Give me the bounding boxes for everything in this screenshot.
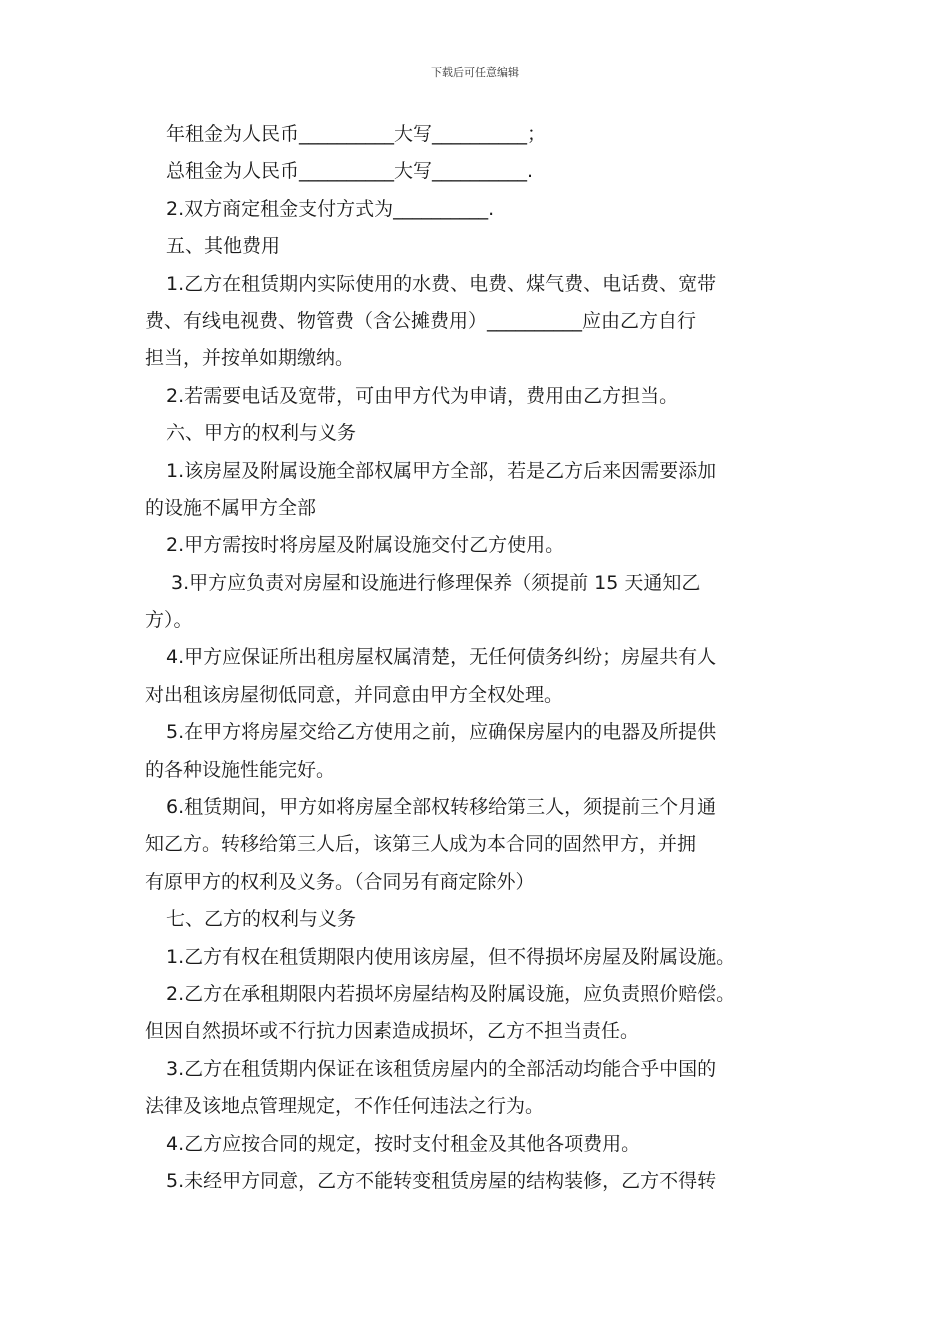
document-line: 2.若需要电话及宽带，可由甲方代为申请，费用由乙方担当。: [166, 384, 679, 407]
document-body: [145, 116, 810, 1200]
document-line: 总租金为人民币__________大写__________.: [166, 160, 534, 183]
document-line: 4.甲方应保证所出租房屋权属清楚，无任何债务纠纷；房屋共有人: [166, 646, 717, 669]
document-line: 的各种设施性能完好。: [145, 758, 336, 781]
document-line: 知乙方。转移给第三人后，该第三人成为本合同的固然甲方，并拥: [145, 833, 697, 856]
document-line: 方）。: [145, 609, 193, 632]
document-line: 1.乙方在租赁期内实际使用的水费、电费、煤气费、电话费、宽带: [166, 272, 717, 295]
document-line: 对出租该房屋彻低同意，并同意由甲方全权处理。: [145, 683, 564, 706]
document-line: 但因自然损坏或不行抗力因素造成损坏，乙方不担当责任。: [145, 1020, 640, 1043]
document-line: 五、其他费用: [166, 235, 281, 258]
document-line: 5.在甲方将房屋交给乙方使用之前，应确保房屋内的电器及所提供: [166, 721, 717, 744]
document-line: 2.乙方在承租期限内若损坏房屋结构及附属设施，应负责照价赔偿。: [166, 982, 736, 1005]
document-line: 费、有线电视费、物管费（含公摊费用）__________应由乙方自行: [145, 309, 697, 332]
document-line: 5.未经甲方同意，乙方不能转变租赁房屋的结构装修，乙方不得转: [166, 1169, 717, 1192]
document-line: 3.乙方在租赁期内保证在该租赁房屋内的全部活动均能合乎中国的: [166, 1057, 717, 1080]
document-line: 七、乙方的权利与义务: [166, 908, 357, 931]
document-line: 2.甲方需按时将房屋及附属设施交付乙方使用。: [166, 534, 565, 557]
document-line: 的设施不属甲方全部: [145, 496, 317, 519]
document-line: 4.乙方应按合同的规定，按时支付租金及其他各项费用。: [166, 1132, 641, 1155]
document-line: 6.租赁期间，甲方如将房屋全部权转移给第三人，须提前三个月通: [166, 796, 717, 819]
document-line: 1.乙方有权在租赁期限内使用该房屋，但不得损坏房屋及附属设施。: [166, 945, 736, 968]
document-line: 2.双方商定租金支付方式为__________.: [166, 197, 495, 220]
document-line: 年租金为人民币__________大写__________；: [166, 123, 547, 145]
document-line: 法律及该地点管理规定，不作任何违法之行为。: [145, 1095, 545, 1118]
document-line: 1.该房屋及附属设施全部权属甲方全部，若是乙方后来因需要添加: [166, 459, 717, 482]
document-line: 3.甲方应负责对房屋和设施进行修理保养（须提前 15 天通知乙: [171, 571, 701, 594]
document-line: 担当，并按单如期缴纳。: [145, 347, 355, 370]
page-header: 下载后可任意编辑: [431, 66, 519, 79]
document-line: 六、甲方的权利与义务: [166, 422, 357, 445]
document-line: 有原甲方的权利及义务。（合同另有商定除外）: [145, 870, 535, 893]
